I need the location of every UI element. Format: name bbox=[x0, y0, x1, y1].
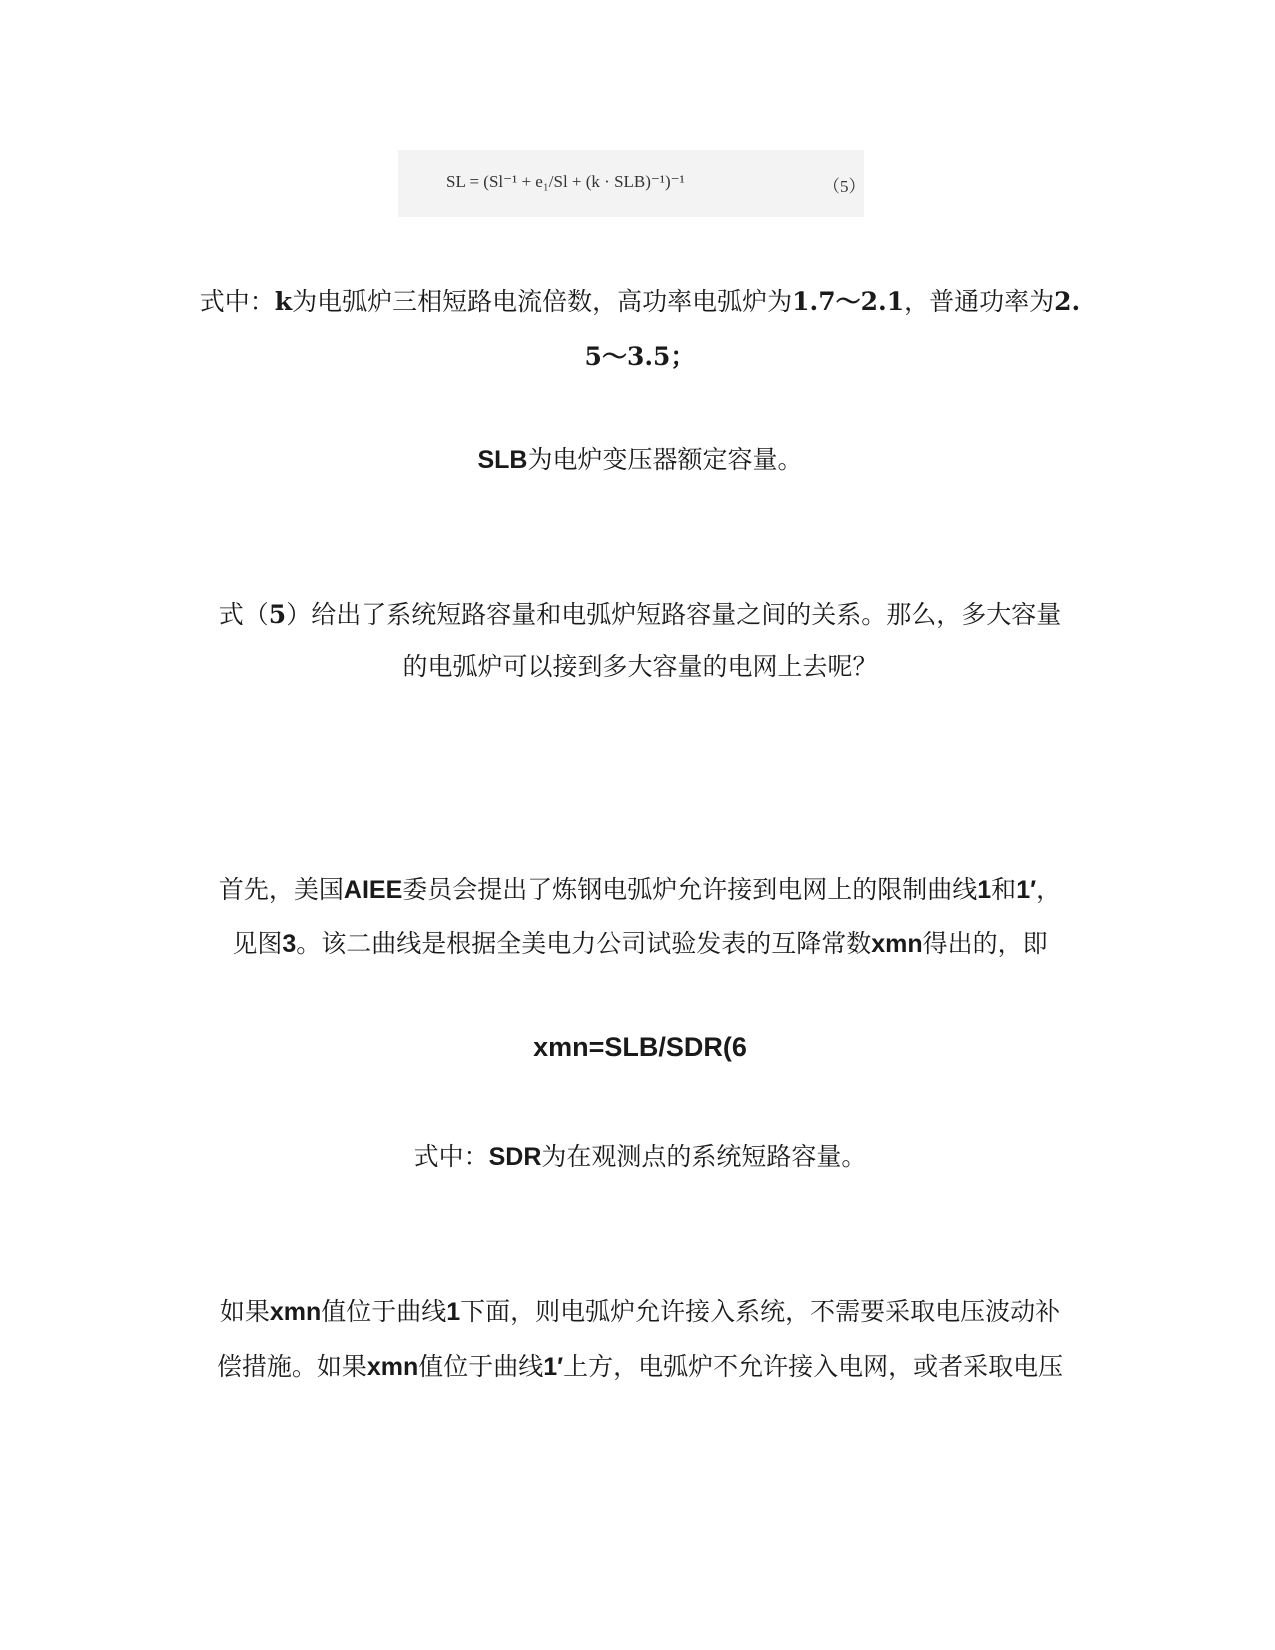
text-span: 见图 bbox=[232, 929, 283, 958]
para3-line1 bbox=[140, 598, 1140, 632]
text-span: ）给出了系统短路容量和电弧炉短路容量之间的关系。那么，多大容量 bbox=[286, 600, 1062, 629]
curve-1-prime: 1′ bbox=[1016, 876, 1037, 904]
text-span: 式中： bbox=[199, 287, 275, 316]
text-span: 和 bbox=[991, 875, 1017, 904]
var-xmn: xmn bbox=[366, 1353, 419, 1381]
equation-5-number: （5） bbox=[823, 177, 866, 196]
formula-6: xmn=SLB/SDR(6 bbox=[533, 1032, 747, 1062]
curve-1: 1 bbox=[977, 876, 992, 904]
text-span: 式（ bbox=[218, 600, 269, 629]
var-sdr: SDR bbox=[488, 1143, 542, 1171]
equation-5-image bbox=[398, 150, 864, 217]
text-span: 值位于曲线 bbox=[321, 1297, 447, 1326]
para4-line2 bbox=[140, 927, 1140, 961]
equation-5-expression: SL = (Sl⁻¹ + e₁/Sl + (k · SLB)⁻¹)⁻¹ bbox=[446, 172, 685, 191]
text-span: 偿措施。如果 bbox=[216, 1352, 367, 1381]
text-span: 为在观测点的系统短路容量。 bbox=[541, 1142, 867, 1171]
aiee-label: AIEE bbox=[343, 876, 403, 904]
text-span: 式中： bbox=[413, 1142, 489, 1171]
text-span: 上方，电弧炉不允许接入电网，或者采取电压 bbox=[563, 1352, 1064, 1381]
eq-ref-5: 5 bbox=[268, 600, 287, 629]
text-span: 如果 bbox=[219, 1297, 270, 1326]
para6-line1 bbox=[140, 1295, 1140, 1329]
var-slb: SLB bbox=[477, 446, 528, 474]
curve-1: 1 bbox=[446, 1298, 461, 1326]
text-span: 下面，则电弧炉允许接入系统，不需要采取电压波动补 bbox=[460, 1297, 1061, 1326]
text-span: 委员会提出了炼钢电弧炉允许接到电网上的限制曲线 bbox=[402, 875, 978, 904]
text-span: 首先，美国 bbox=[218, 875, 344, 904]
para5-line bbox=[140, 1140, 1140, 1174]
para1-line1 bbox=[140, 285, 1140, 319]
range-high-power: 1.7～2.1 bbox=[792, 287, 905, 316]
para6-line2 bbox=[140, 1350, 1140, 1384]
text-span: ，普通功率为 bbox=[904, 287, 1055, 316]
text-span: 得出的，即 bbox=[922, 929, 1048, 958]
para2-line bbox=[140, 443, 1140, 477]
var-xmn: xmn bbox=[871, 930, 923, 958]
para1-line2: 5～3.5； bbox=[584, 342, 696, 371]
fig-ref-3: 3 bbox=[282, 930, 297, 958]
curve-1-prime: 1′ bbox=[543, 1353, 564, 1381]
range-normal-start: 2. bbox=[1054, 287, 1081, 316]
text-span: 为电弧炉三相短路电流倍数，高功率电弧炉为 bbox=[292, 287, 793, 316]
text-span: 。该二曲线是根据全美电力公司试验发表的互降常数 bbox=[296, 929, 872, 958]
text-span: ， bbox=[1036, 875, 1062, 904]
para3-line2: 的电弧炉可以接到多大容量的电网上去呢？ bbox=[402, 652, 878, 681]
para4-line1 bbox=[140, 873, 1140, 907]
text-span: 值位于曲线 bbox=[418, 1352, 544, 1381]
var-k: k bbox=[274, 287, 293, 316]
text-span: 为电炉变压器额定容量。 bbox=[527, 445, 803, 474]
var-xmn: xmn bbox=[269, 1298, 322, 1326]
